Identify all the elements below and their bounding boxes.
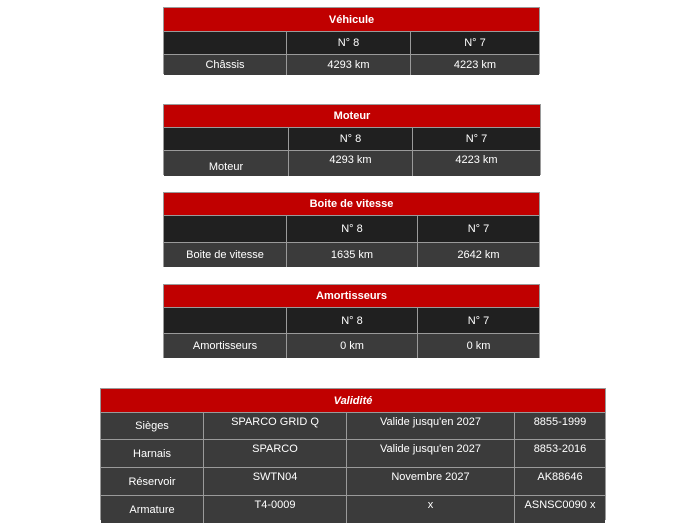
boite-val-n7: 2642 km	[457, 249, 500, 261]
boite-col-n7: N° 7	[467, 223, 490, 235]
boite-table	[163, 192, 540, 267]
validite-row-validity: Valide jusqu'en 2027	[347, 440, 515, 467]
moteur-col-n7: N° 7	[465, 133, 488, 145]
vehicule-val-n7: 4223 km	[453, 59, 497, 71]
amortisseurs-data-row	[164, 334, 539, 358]
validite-row-label: Réservoir	[101, 468, 204, 495]
validite-row	[101, 495, 605, 523]
moteur-val-n8: 4293 km	[289, 151, 413, 176]
boite-data-row	[164, 243, 539, 267]
validite-row-ref: 8853-2016	[533, 443, 587, 455]
boite-table-title: Boite de vitesse	[164, 193, 539, 216]
validite-row-ref: 8855-1999	[533, 416, 587, 428]
validite-row-label: Harnais	[101, 440, 204, 467]
vehicule-table-title: Véhicule	[164, 8, 539, 32]
amortisseurs-table-title: Amortisseurs	[164, 285, 539, 308]
validite-row-label: Sièges	[101, 413, 204, 439]
vehicule-val-n8: 4293 km	[287, 55, 411, 75]
boite-table-header-row	[164, 216, 539, 243]
amortisseurs-val-n7: 0 km	[466, 340, 491, 352]
vehicule-empty-header-cell	[164, 32, 287, 54]
validite-row	[101, 413, 605, 439]
moteur-col-n8: N° 8	[289, 128, 413, 150]
validite-row-ref: ASNSC0090 x	[524, 499, 596, 511]
amortisseurs-empty-header-cell	[164, 308, 287, 333]
vehicule-col-n8: N° 8	[287, 32, 411, 54]
validite-row-validity: Valide jusqu'en 2027	[347, 413, 515, 439]
moteur-table-title: Moteur	[164, 105, 540, 128]
vehicule-table-header-row	[164, 32, 539, 55]
validite-row-ref: AK88646	[537, 471, 583, 483]
amortisseurs-col-n8: N° 8	[287, 308, 418, 333]
moteur-table-header-row	[164, 128, 540, 151]
validite-table-title: Validité	[101, 389, 605, 413]
amortisseurs-val-n8: 0 km	[287, 334, 418, 358]
validite-row-validity: Novembre 2027	[347, 468, 515, 495]
moteur-val-n7: 4223 km	[455, 154, 498, 166]
amortisseurs-table	[163, 284, 540, 358]
amortisseurs-col-n7: N° 7	[467, 314, 490, 327]
validite-row-brand: T4-0009	[204, 496, 347, 523]
validite-row-brand: SPARCO	[204, 440, 347, 467]
amortisseurs-table-header-row	[164, 308, 539, 334]
boite-row-label: Boite de vitesse	[164, 243, 287, 267]
validite-row	[101, 467, 605, 495]
vehicule-data-row	[164, 55, 539, 75]
vehicule-row-label: Châssis	[164, 55, 287, 75]
boite-val-n8: 1635 km	[287, 243, 418, 267]
validite-table	[100, 388, 606, 520]
vehicule-table	[163, 7, 540, 74]
boite-col-n8: N° 8	[287, 216, 418, 242]
validite-row-label: Armature	[101, 496, 204, 523]
validite-row-validity: x	[347, 496, 515, 523]
vehicule-col-n7: N° 7	[464, 37, 486, 49]
moteur-empty-header-cell	[164, 128, 289, 150]
moteur-data-row	[164, 151, 540, 176]
amortisseurs-row-label: Amortisseurs	[164, 334, 287, 358]
validite-row-brand: SWTN04	[204, 468, 347, 495]
validite-row-brand: SPARCO GRID Q	[204, 413, 347, 439]
moteur-table	[163, 104, 541, 175]
boite-empty-header-cell	[164, 216, 287, 242]
validite-row	[101, 439, 605, 467]
moteur-row-label: Moteur	[164, 151, 289, 176]
